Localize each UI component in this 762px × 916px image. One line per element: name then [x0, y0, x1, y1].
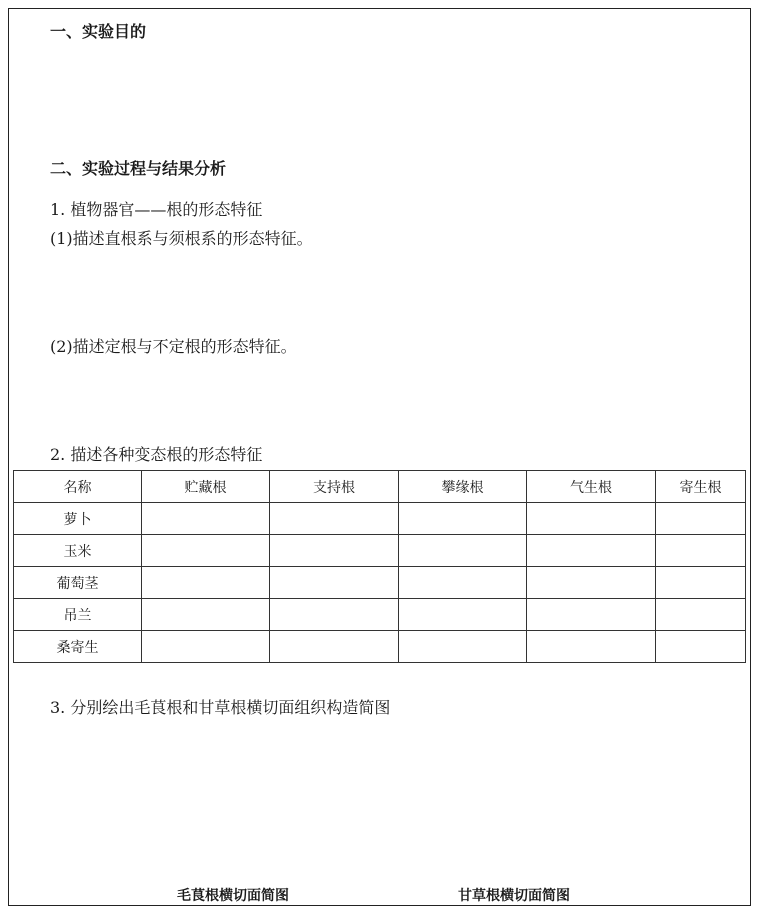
table-cell: [270, 567, 399, 599]
table-cell: [656, 567, 746, 599]
header-prop-root: 支持根: [270, 471, 399, 503]
table-cell: [399, 631, 527, 663]
table-cell: [656, 599, 746, 631]
process-heading: 二、实验过程与结果分析: [50, 159, 227, 178]
item2-title: 2. 描述各种变态根的形态特征: [50, 445, 263, 464]
table-cell: [527, 535, 656, 567]
item1-question2: (2)描述定根与不定根的形态特征。: [50, 337, 297, 356]
table-cell: [656, 503, 746, 535]
header-parasitic-root: 寄生根: [656, 471, 746, 503]
purpose-heading: 一、实验目的: [50, 22, 147, 41]
table-row: [14, 631, 746, 663]
table-row: [14, 599, 746, 631]
header-climbing-root: 攀缘根: [399, 471, 527, 503]
header-storage-root: 贮藏根: [142, 471, 270, 503]
table-cell: [399, 599, 527, 631]
table-cell: [270, 535, 399, 567]
table-cell: [142, 599, 270, 631]
table-cell: [656, 631, 746, 663]
item1-title: 1. 植物器官——根的形态特征: [50, 200, 263, 219]
modified-roots-table: [13, 470, 746, 663]
table-cell: [527, 599, 656, 631]
table-row: [14, 567, 746, 599]
item1-question1: (1)描述直根系与须根系的形态特征。: [50, 229, 313, 248]
header-aerial-root: 气生根: [527, 471, 656, 503]
table-cell: [399, 503, 527, 535]
table-cell: [270, 599, 399, 631]
table-cell: [527, 503, 656, 535]
table-cell: [142, 631, 270, 663]
row-label: 葡萄茎: [14, 567, 142, 599]
table-row: [14, 535, 746, 567]
table-cell: [142, 567, 270, 599]
table-cell: [270, 503, 399, 535]
row-label: 玉米: [14, 535, 142, 567]
caption-licorice-root: 甘草根横切面简图: [458, 888, 570, 904]
table-cell: [527, 631, 656, 663]
header-name: 名称: [14, 471, 142, 503]
item3-title: 3. 分别绘出毛茛根和甘草根横切面组织构造简图: [50, 698, 391, 717]
table-cell: [270, 631, 399, 663]
row-label: 萝卜: [14, 503, 142, 535]
table-row: [14, 503, 746, 535]
table-cell: [399, 567, 527, 599]
table-cell: [656, 535, 746, 567]
table-cell: [142, 535, 270, 567]
row-label: 吊兰: [14, 599, 142, 631]
table-cell: [527, 567, 656, 599]
caption-ranunculus-root: 毛茛根横切面简图: [177, 888, 289, 904]
row-label: 桑寄生: [14, 631, 142, 663]
table-header-row: [14, 471, 746, 503]
table-cell: [142, 503, 270, 535]
table-cell: [399, 535, 527, 567]
